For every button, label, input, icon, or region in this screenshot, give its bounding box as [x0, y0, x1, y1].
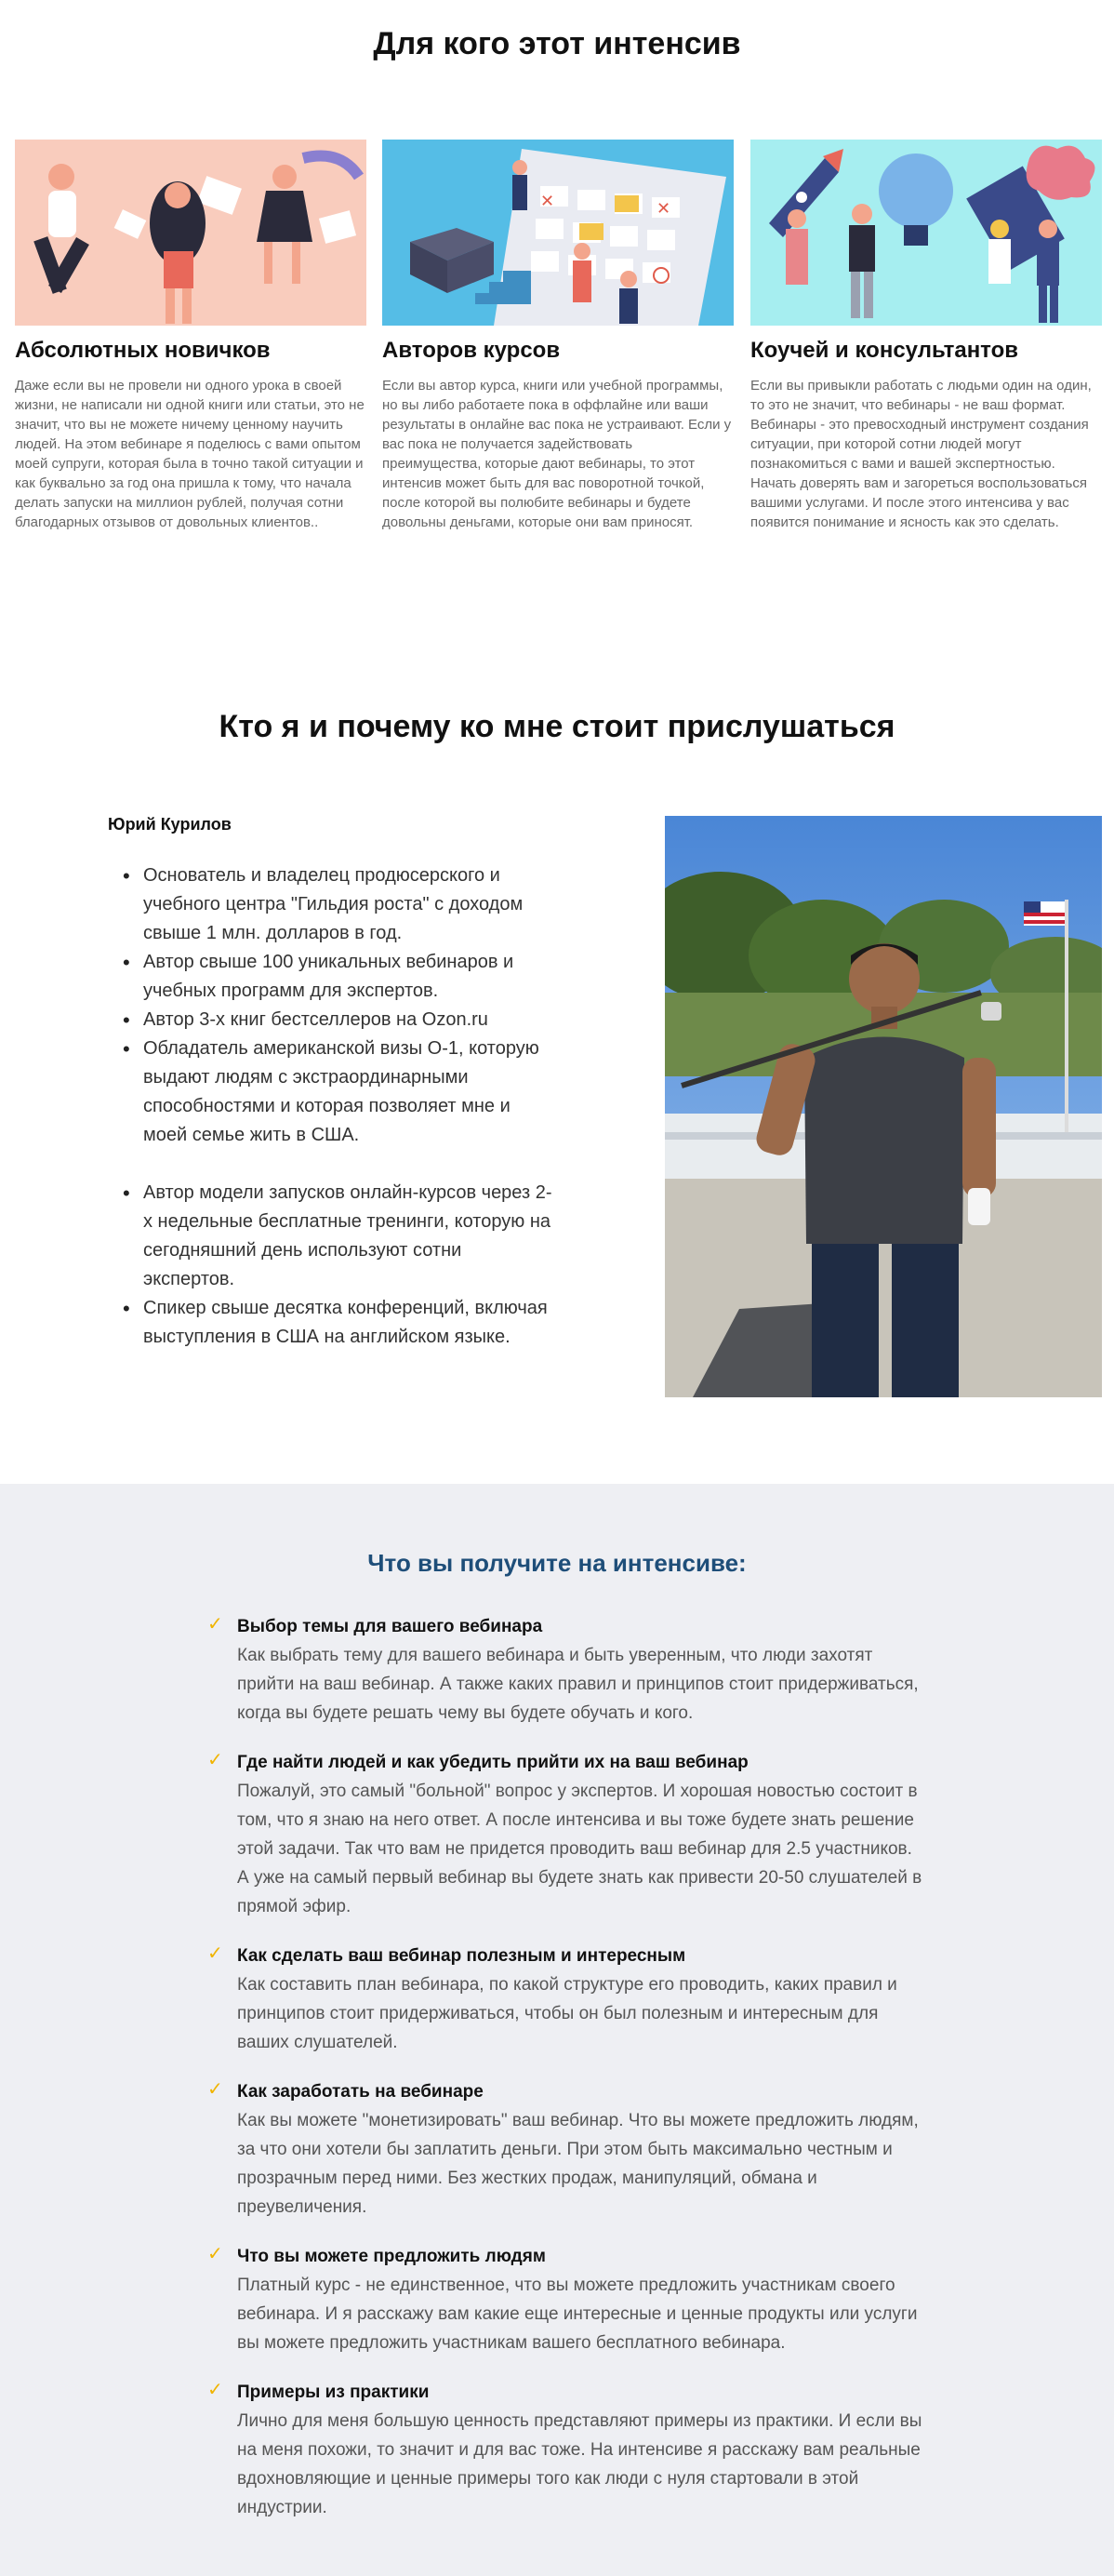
list-item: [207, 2242, 925, 2357]
list-item: [207, 1942, 925, 2057]
audience-card-authors: [382, 140, 734, 532]
benefit-title: Что вы можете предложить людям: [237, 2247, 546, 2266]
benefit-text: Как выбрать тему для вашего вебинара и быть уверенным, что люди захотят прийти на ваш вебинар. А также каких правил и принципов стоит придерживаться, когда вы будете решать чему вы будете обучать и кого.: [237, 1646, 919, 1723]
about-title: Кто я и почему ко мне стоит прислушаться: [219, 709, 895, 744]
people-jumping-illustration: [15, 140, 366, 326]
team-ideas-illustration: [750, 140, 1102, 326]
benefit-text: Пожалуй, это самый "больной" вопрос у экспертов. И хорошая новостью состоит в том, что я знаю на него ответ. А после интенсива и вы тоже будете знать решение этой задачи. Так что вам не придется проводить ваш вебинар для 2.5 участников. А уже на самый первый вебинар вы будете знать как привести 20-50 слушателей в прямой эфир.: [237, 1782, 922, 1916]
benefits-section: [0, 1484, 1114, 2576]
benefits-list: [207, 1612, 925, 2543]
svg-text:✕: ✕: [656, 199, 671, 219]
checkmark-icon: ✓: [207, 2079, 223, 2100]
list-item: • Спикер свыше десятка конференций, включая выступления в США на английском языке.: [143, 1294, 552, 1352]
audience-card-beginners: [15, 140, 366, 532]
checkmark-icon: ✓: [207, 1614, 223, 1635]
benefit-title: Как заработать на вебинаре: [237, 2082, 484, 2102]
card-title: Авторов курсов: [382, 338, 561, 363]
list-item: • Автор свыше 100 уникальных вебинаров и учебных программ для экспертов.: [143, 948, 552, 1006]
benefit-text: Лично для меня большую ценность представляют примеры из практики. И если вы на меня похожи, то значит и для вас тоже. На интенсиве я расскажу вам реальные вдохновляющие и ценные примеры того как люди с нуля стартовали в этой индустрии.: [237, 2411, 922, 2517]
benefit-text: Как составить план вебинара, по какой структуре его проводить, каких правил и принципов стоит придерживаться, чтобы он был полезным и интересным для ваших слушателей.: [237, 1975, 897, 2052]
list-item: • Автор 3-х книг бестселлеров на Ozon.ru: [143, 1006, 552, 1034]
card-title: Коучей и консультантов: [750, 338, 1019, 363]
benefits-title: Что вы получите на интенсиве:: [367, 1549, 747, 1577]
benefit-title: Примеры из практики: [237, 2382, 430, 2402]
checkmark-icon: ✓: [207, 1943, 223, 1964]
card-title: Абсолютных новичков: [15, 338, 271, 363]
list-item: [207, 1748, 925, 1921]
list-item: • Обладатель американской визы O-1, которую выдают людям с экстраординарными способностями и которая позволяет мне и моей семье жить в США.: [143, 1034, 552, 1150]
checkmark-icon: ✓: [207, 2380, 223, 2400]
checkmark-icon: ✓: [207, 1750, 223, 1770]
benefit-title: Выбор темы для вашего вебинара: [237, 1617, 543, 1636]
benefit-title: Как сделать ваш вебинар полезным и интересным: [237, 1946, 686, 1966]
author-photo: [665, 816, 1102, 1397]
list-item: [207, 1612, 925, 1728]
audience-title: Для кого этот интенсив: [373, 26, 741, 61]
svg-text:✕: ✕: [540, 192, 555, 211]
list-item: [207, 2077, 925, 2222]
calendar-planning-illustration: [382, 140, 734, 326]
list-item: [207, 2378, 925, 2522]
card-text: Даже если вы не провели ни одного урока в своей жизни, не написали ни одной книги или статьи, это не значит, что вы не можете ничему ценному научить людей. На этом вебинаре я поделюсь с вами опытом моей супруги, которая была в точно такой ситуации и как буквально за год она пришла к тому, что начала делать запуски на миллион рублей, получая сотни благодарных отзывов от довольных клиентов..: [15, 378, 365, 530]
author-name: Юрий Курилов: [108, 815, 232, 834]
benefit-text: Платный курс - не единственное, что вы можете предложить участникам своего вебинара. И я расскажу вам какие еще интересные и ценные продукты или услуги вы можете предложить участникам вашего бесплатного вебинара.: [237, 2276, 918, 2353]
about-bullets: [143, 861, 552, 1352]
card-text: Если вы привыкли работать с людьми один на один, то это не значит, что вебинары - не ваш формат. Вебинары - это превосходный инструмент создания ситуации, при которой сотни людей могут познакомиться с вами и вашей экспертностью. Начать доверять вам и загореться воспользоваться вашими услугами. И после этого интенсива у вас появится понимание и ясность как это сделать.: [750, 378, 1092, 530]
list-item: • Автор модели запусков онлайн-курсов через 2-х недельные бесплатные тренинги, которую на сегодняшний день используют сотни экспертов.: [143, 1179, 552, 1294]
benefit-title: Где найти людей и как убедить прийти их на ваш вебинар: [237, 1753, 749, 1772]
audience-card-coaches: [750, 140, 1102, 532]
benefit-text: Как вы можете "монетизировать" ваш вебинар. Что вы можете предложить людям, за что они хотели бы заплатить деньги. При этом быть максимально честным и прозрачным перед ними. Без жестких продаж, манипуляций, обмана и преувеличения.: [237, 2111, 919, 2217]
checkmark-icon: ✓: [207, 2244, 223, 2264]
card-text: Если вы автор курса, книги или учебной программы, но вы либо работаете пока в оффлайне или ваши результаты в онлайне вас пока не устраивают. Если у вас пока не получается задействовать преимущества, которые дают вебинары, то этот интенсив может быть для вас поворотной точкой, после которой вы полюбите вебинары и будете довольны деньгами, которые они вам приносят.: [382, 378, 732, 530]
list-item: • Основатель и владелец продюсерского и учебного центра "Гильдия роста" с доходом свыше 1 млн. долларов в год.: [143, 861, 552, 948]
